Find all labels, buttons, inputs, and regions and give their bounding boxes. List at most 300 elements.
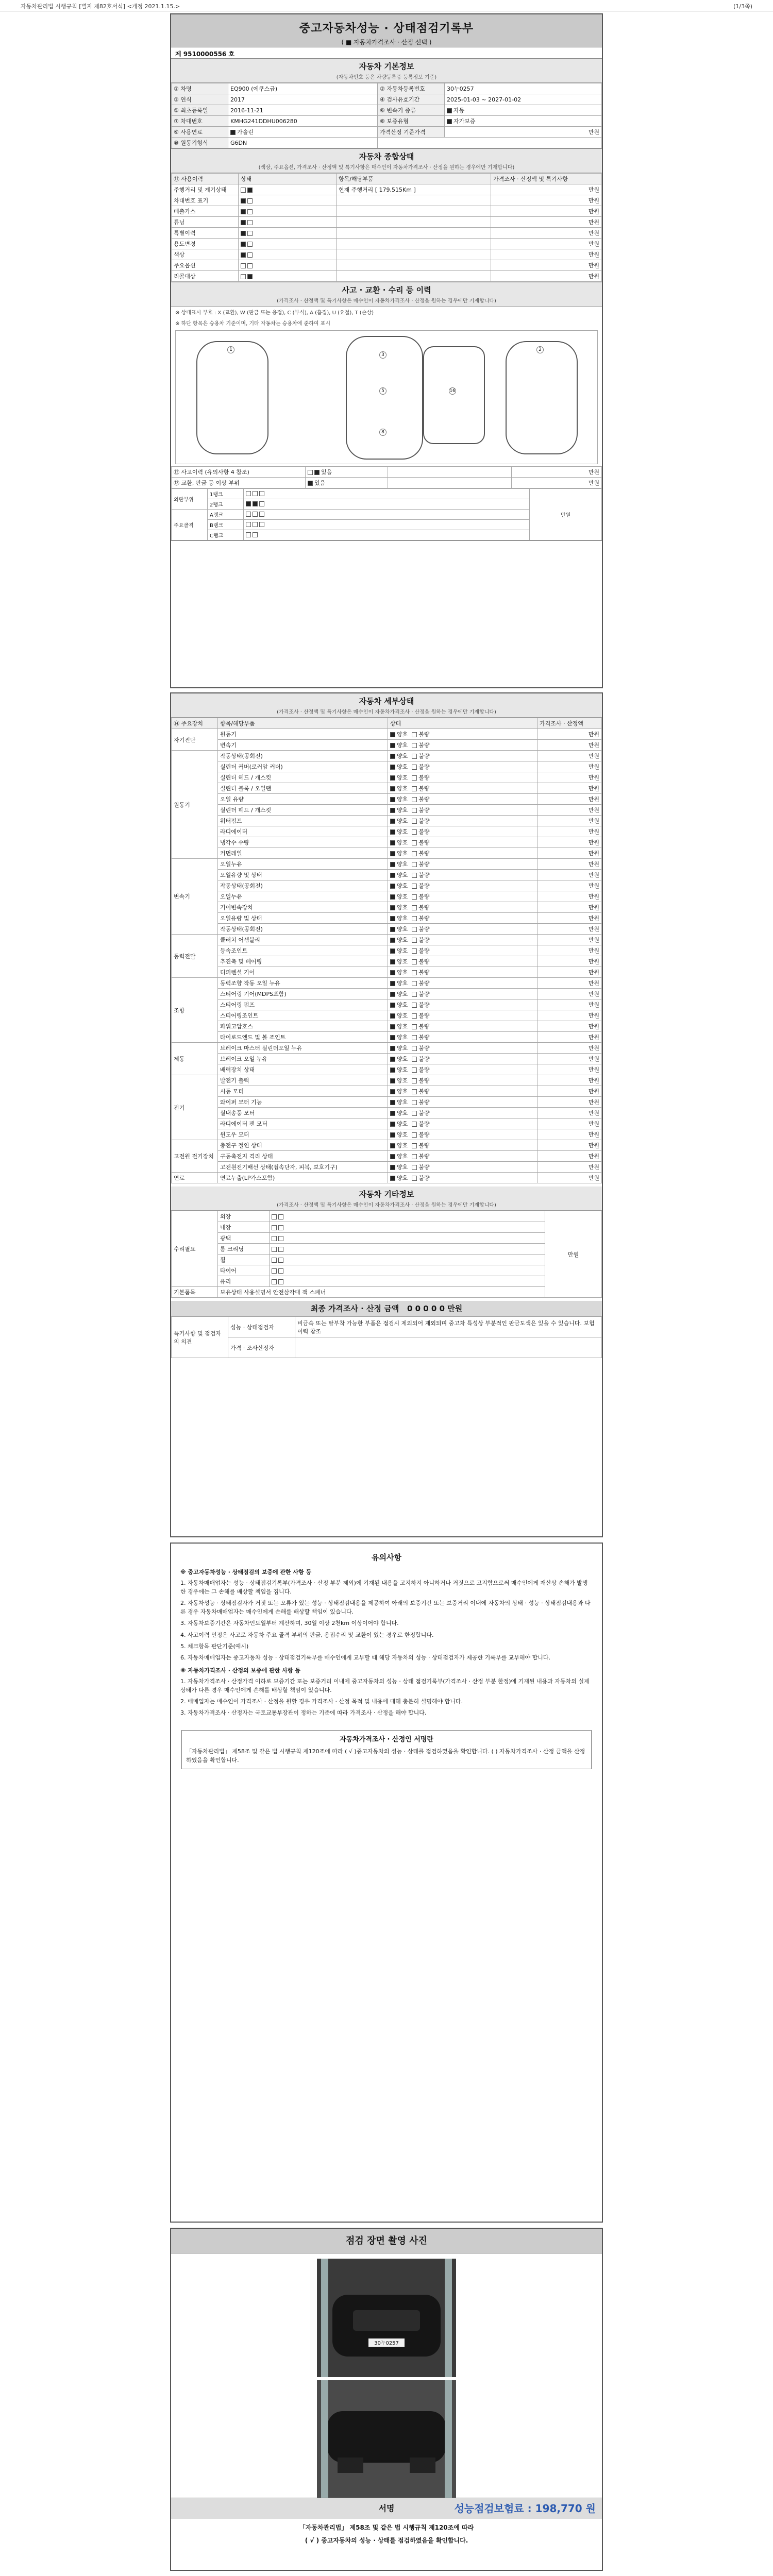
summary-row-status [239, 249, 337, 260]
detail-item-unit: 만원 [537, 1021, 602, 1032]
checkbox-icon [278, 1279, 283, 1284]
checkbox-icon [412, 862, 417, 867]
checkbox-icon [390, 1132, 395, 1138]
accident-q2: ⑬ 교환, 판금 등 이상 부위 [172, 478, 306, 488]
summary-col-item: 항목/해당부품 [337, 174, 491, 184]
checkbox-icon [308, 470, 313, 475]
detail-item-status [388, 837, 537, 848]
detail-item-status [388, 978, 537, 989]
detail-item-status [388, 1086, 537, 1097]
checkbox-icon [390, 873, 395, 878]
detail-item-status [388, 999, 537, 1010]
status-option: 불량 [418, 1012, 430, 1019]
checkbox-icon [412, 927, 417, 932]
year-value: 2017 [228, 94, 378, 105]
photo-heading: 점검 장면 촬영 사진 [171, 2229, 602, 2253]
detail-item-unit: 만원 [537, 1064, 602, 1075]
checkbox-icon [390, 948, 395, 954]
status-option: 양호 [397, 1012, 408, 1019]
detail-item-unit: 만원 [537, 913, 602, 924]
etc-unit: 만원 [545, 1211, 602, 1298]
detail-item-status [388, 924, 537, 935]
detail-item-label: 커먼레일 [218, 848, 388, 859]
mileage-unit: 만원 [491, 184, 602, 195]
status-option: 불량 [418, 839, 430, 846]
photo-front [317, 2259, 456, 2377]
detail-item-unit: 만원 [537, 740, 602, 751]
checkbox-icon [412, 732, 417, 737]
status-option: 양호 [397, 818, 408, 824]
checkbox-icon [390, 797, 395, 802]
repair-needed-label: 수리필요 [172, 1211, 218, 1287]
status-option: 불량 [418, 1099, 430, 1106]
checkbox-icon [390, 927, 395, 932]
detail-item-unit: 만원 [537, 870, 602, 880]
etc-status [270, 1244, 545, 1255]
detail-item-unit: 만원 [537, 1129, 602, 1140]
detail-row [172, 783, 602, 794]
summary-row-item [337, 228, 491, 239]
accident-q2-text: 있음 [314, 480, 326, 486]
detail-item-status [388, 1129, 537, 1140]
checkbox-icon [412, 808, 417, 813]
detail-item-label: 브레이크 오일 누유 [218, 1054, 388, 1064]
checkbox-icon [390, 1176, 395, 1181]
plate-text: 30누0257 [374, 2341, 399, 2346]
checkbox-icon [241, 231, 246, 236]
detail-col-status: 상태 [388, 718, 537, 729]
detail-row [172, 935, 602, 945]
checkbox-icon [412, 970, 417, 975]
status-option: 불량 [418, 1153, 430, 1160]
detail-item-label: 라디에이터 [218, 826, 388, 837]
checkbox-icon [412, 1100, 417, 1105]
detail-item-status [388, 880, 537, 891]
status-option: 양호 [397, 753, 408, 759]
checkbox-icon [253, 532, 258, 537]
checkbox-icon [390, 1024, 395, 1029]
summary-row-label: 특별이력 [172, 228, 239, 239]
checkbox-icon [412, 992, 417, 997]
detail-item-unit: 만원 [537, 1173, 602, 1183]
detail-item-label: 실린더 블록 / 오일팬 [218, 783, 388, 794]
summary-row-unit: 만원 [491, 217, 602, 228]
detail-item-unit: 만원 [537, 1075, 602, 1086]
checkbox-icon [412, 873, 417, 878]
detail-group-label: 제동 [172, 1043, 218, 1075]
outer-label: 외판부위 [172, 489, 208, 510]
checkbox-icon [253, 522, 258, 527]
detail-item-label: 오일누유 [218, 891, 388, 902]
checkbox-icon [390, 905, 395, 910]
detail-row [172, 859, 602, 870]
trans-value [445, 105, 602, 116]
etc-item: 외장 [218, 1211, 270, 1222]
detail-item-status [388, 805, 537, 816]
status-option: 불량 [418, 753, 430, 759]
checkbox-icon [230, 130, 236, 135]
etc-item: 광택 [218, 1233, 270, 1244]
checkbox-icon [272, 1268, 277, 1274]
status-option: 양호 [397, 915, 408, 922]
etc-sub: (가격조사 · 산정액 및 특기사항은 매수인이 자동차가격조사 · 산정을 원하는 경우에만 기재합니다) [277, 1202, 496, 1208]
detail-item-label: 스티어링조인트 [218, 1010, 388, 1021]
checkbox-icon [390, 1111, 395, 1116]
note2-item: 2. 매매업자는 매수인이 가격조사 · 산정을 원할 경우 가격조사 · 산정 목적 및 내용에 대해 충분히 설명해야 합니다. [180, 1698, 463, 1705]
detail-item-unit: 만원 [537, 1032, 602, 1043]
checkbox-icon [253, 501, 258, 506]
status-option: 양호 [397, 1077, 408, 1084]
status-option: 양호 [397, 1034, 408, 1041]
basic-items-value: 보유상태 사용설명서 안전삼각대 잭 스패너 [218, 1287, 545, 1298]
checkbox-icon [246, 501, 251, 506]
checkbox-icon [253, 491, 258, 496]
detail-group-label: 변속기 [172, 859, 218, 935]
basic-info-sub: (자동차번호 등은 차량등록증 등록정보 기준) [336, 75, 437, 80]
reg-value: 2016-11-21 [228, 105, 378, 116]
detail-item-unit: 만원 [537, 1162, 602, 1173]
notes-sub1: ※ 중고자동차성능 · 상태점검의 보증에 관한 사항 등 [180, 1569, 312, 1576]
checkbox-icon [412, 1122, 417, 1127]
part-marker: 2 [536, 346, 544, 353]
status-option: 양호 [397, 1121, 408, 1127]
detail-row [172, 1043, 602, 1054]
status-option: 불량 [418, 731, 430, 738]
checkbox-icon [412, 1078, 417, 1083]
status-option: 양호 [397, 1099, 408, 1106]
checkbox-icon [259, 491, 264, 496]
detail-item-status [388, 891, 537, 902]
detail-row [172, 913, 602, 924]
checkbox-icon [390, 1003, 395, 1008]
detail-row [172, 870, 602, 880]
status-option: 불량 [418, 774, 430, 781]
detail-row [172, 837, 602, 848]
rank2-label: 2랭크 [208, 499, 244, 510]
detail-item-status [388, 1021, 537, 1032]
checkbox-icon [390, 1143, 395, 1148]
checkbox-icon [272, 1247, 277, 1252]
detail-group-label: 자기진단 [172, 729, 218, 751]
detail-row [172, 1021, 602, 1032]
checkbox-icon [412, 1111, 417, 1116]
etc-status [270, 1276, 545, 1287]
checkbox-icon [278, 1258, 283, 1263]
car-left-view [196, 341, 268, 454]
note2-item: 1. 자동차가격조사 · 산정가격 이하로 보증기간 또는 보증거리 이내에 중고자동차의 성능 · 상태 점검기록부(가격조사 · 산정 부분 한정)에 기재된 내용과 자동차의 실제 상태가 다른 경우 매수인에게 손해를 배상할 책임이 있습니다. [180, 1677, 590, 1693]
checkbox-icon [412, 1089, 417, 1094]
detail-item-unit: 만원 [537, 1054, 602, 1064]
detail-item-unit: 만원 [537, 729, 602, 740]
frame-label: 주요골격 [172, 510, 208, 540]
detail-item-status [388, 1043, 537, 1054]
summary-heading: 자동차 종합상태 [359, 152, 414, 161]
status-option: 불량 [418, 1175, 430, 1181]
detail-row [172, 1173, 602, 1183]
document-number: 제 9510000556 호 [171, 47, 602, 59]
status-option: 양호 [397, 1175, 408, 1181]
car-under-photo [317, 2380, 456, 2499]
detail-row [172, 740, 602, 751]
final-heading-text: 최종 가격조사 · 산정 금액 [310, 1304, 399, 1313]
status-option: 양호 [397, 731, 408, 738]
summary-col-usage: ⑪ 사용이력 [172, 174, 239, 184]
detail-item-label: 실린더 커버(로커암 커버) [218, 761, 388, 772]
checkbox-icon [447, 108, 452, 113]
detail-item-status [388, 1118, 537, 1129]
rank-c-parts [244, 530, 530, 540]
detail-item-label: 연료누출(LP가스포함) [218, 1173, 388, 1183]
fuel-value [228, 127, 378, 138]
car-no-value: 30누0257 [445, 83, 602, 94]
rank-a-label: A랭크 [208, 510, 244, 520]
etc-item: 내장 [218, 1222, 270, 1233]
detail-item-status [388, 1097, 537, 1108]
checkbox-icon [272, 1279, 277, 1284]
detail-item-label: 실린더 헤드 / 개스킷 [218, 805, 388, 816]
status-option: 불량 [418, 1164, 430, 1171]
status-option: 양호 [397, 926, 408, 933]
form-reference: 자동차관리법 시행규칙 [별지 제82호서식] <개정 2021.1.15.> [21, 3, 180, 10]
checkbox-icon [247, 220, 253, 225]
detail-item-label: 스티어링 기어(MDPS포함) [218, 989, 388, 999]
status-option: 불량 [418, 883, 430, 889]
checkbox-icon [412, 1176, 417, 1181]
summary-table [171, 173, 602, 282]
parts-table [171, 488, 602, 540]
checkbox-icon [246, 522, 251, 527]
checkbox-icon [412, 1165, 417, 1170]
detail-item-label: 클러치 어셈블리 [218, 935, 388, 945]
detail-item-status [388, 794, 537, 805]
checkbox-icon [241, 252, 246, 258]
detail-row [172, 978, 602, 989]
car-right-view [506, 341, 578, 454]
status-option: 불량 [418, 958, 430, 965]
detail-row [172, 1086, 602, 1097]
detail-item-unit: 만원 [537, 1151, 602, 1162]
blank-cell [378, 138, 602, 148]
checkbox-icon [412, 1046, 417, 1051]
checkbox-icon [390, 1154, 395, 1159]
status-option: 불량 [418, 861, 430, 868]
car-name-label: ① 차명 [172, 83, 228, 94]
warranty-text: 자가보증 [453, 118, 476, 125]
trans-label: ⑥ 변속기 종류 [378, 105, 445, 116]
detail-row [172, 794, 602, 805]
signature-section [171, 2498, 602, 2570]
detail-row [172, 1118, 602, 1129]
detail-item-label: 라디에이터 팬 모터 [218, 1118, 388, 1129]
detail-row [172, 967, 602, 978]
detail-row [172, 805, 602, 816]
accident-q1-text: 있음 [321, 469, 332, 476]
motor-label: ⑩ 원동기형식 [172, 138, 228, 148]
checkbox-icon [247, 188, 253, 193]
summary-row-label: 배출가스 [172, 206, 239, 217]
checkbox-icon [412, 1024, 417, 1029]
checkbox-icon [390, 894, 395, 900]
final-amount: 0 0 0 0 0 만원 [407, 1304, 463, 1313]
status-option: 불량 [418, 785, 430, 792]
page-2 [170, 692, 603, 1537]
detail-row [172, 772, 602, 783]
summary-row-label: 용도변경 [172, 239, 239, 249]
form-title: 중고자동차성능 · 상태점검기록부 [299, 22, 474, 35]
etc-status [270, 1222, 545, 1233]
note-item: 2. 자동차성능 · 상태점검자가 거짓 또는 오류가 있는 성능 · 상태점검내용을 제공하여 아래의 보증기간 또는 보증거리 이내에 자동차의 상태 · 성능 · 상태점검내용과 다른 경우 자동차매매업자는 매수인에게 손해를 배상할 책임이 있습니다. [180, 1600, 591, 1616]
summary-row-item [337, 260, 491, 271]
car-name-value: EQ900 (에쿠스급) [228, 83, 378, 94]
checkbox-icon [412, 786, 417, 791]
price-value: 만원 [445, 127, 602, 138]
final-table [171, 1316, 602, 1358]
checkbox-icon [390, 1013, 395, 1019]
mileage-value: 현재 주행거리 [ 179,515Km ] [337, 184, 491, 195]
detail-item-unit: 만원 [537, 935, 602, 945]
checkbox-icon [412, 981, 417, 986]
status-option: 양호 [397, 785, 408, 792]
detail-row [172, 999, 602, 1010]
summary-row-item [337, 217, 491, 228]
status-option: 불량 [418, 980, 430, 987]
status-option: 양호 [397, 742, 408, 749]
detail-item-status [388, 1140, 537, 1151]
sign-line-1: 「자동차관리법」 제58조 및 같은 법 시행규칙 제120조에 따라 [299, 2524, 474, 2531]
status-option: 양호 [397, 893, 408, 900]
signature-box [181, 1730, 592, 1770]
checkbox-icon [390, 992, 395, 997]
detail-item-unit: 만원 [537, 880, 602, 891]
detail-item-label: 발전기 출력 [218, 1075, 388, 1086]
basic-info-section [171, 59, 602, 149]
part-marker: 8 [379, 429, 386, 436]
summary-row-unit: 만원 [491, 249, 602, 260]
detail-row [172, 880, 602, 891]
detail-row [172, 826, 602, 837]
checkbox-icon [390, 1035, 395, 1040]
page-3 [170, 1543, 603, 2223]
status-option: 양호 [397, 1153, 408, 1160]
rank-b-parts [244, 520, 530, 530]
notes-heading: 유의사항 [372, 1553, 401, 1562]
detail-item-status [388, 935, 537, 945]
checkbox-icon [412, 1154, 417, 1159]
mileage-status [239, 184, 337, 195]
detail-item-unit: 만원 [537, 794, 602, 805]
summary-row-item [337, 195, 491, 206]
summary-row-label: 튜닝 [172, 217, 239, 228]
summary-col-status: 상태 [239, 174, 337, 184]
detail-item-unit: 만원 [537, 891, 602, 902]
detail-item-label: 스티어링 펌프 [218, 999, 388, 1010]
motor-value: G6DN [228, 138, 378, 148]
detail-item-status [388, 902, 537, 913]
checkbox-icon [259, 522, 264, 527]
detail-item-unit: 만원 [537, 967, 602, 978]
checkbox-icon [246, 532, 251, 537]
detail-item-label: 기어변속장치 [218, 902, 388, 913]
checkbox-icon [412, 1035, 417, 1040]
detail-item-label: 실린더 헤드 / 개스킷 [218, 772, 388, 783]
final-opinion: 비금속 또는 탈부착 가능한 부품은 점검시 제외되어 제외되며 중고차 특성상 부분적인 판금도색은 있을 수 있습니다. 보험이력 참조 [295, 1317, 602, 1337]
status-option: 양호 [397, 1023, 408, 1030]
detail-item-status [388, 967, 537, 978]
status-option: 불량 [418, 1056, 430, 1062]
status-option: 양호 [397, 937, 408, 943]
checkbox-icon [241, 242, 246, 247]
summary-row-label: 색상 [172, 249, 239, 260]
detail-item-label: 동력조향 작동 오일 누유 [218, 978, 388, 989]
detail-item-unit: 만원 [537, 1043, 602, 1054]
status-option: 양호 [397, 1066, 408, 1073]
checkbox-icon [272, 1214, 277, 1219]
summary-row-label: 주요옵션 [172, 260, 239, 271]
status-option: 양호 [397, 1002, 408, 1008]
checkbox-icon [412, 1057, 417, 1062]
summary-row-item [337, 249, 491, 260]
checkbox-icon [247, 231, 253, 236]
detail-item-label: 작동상태(공회전) [218, 924, 388, 935]
status-option: 불량 [418, 1088, 430, 1095]
checkbox-icon [412, 905, 417, 910]
detail-row [172, 956, 602, 967]
checkbox-icon [390, 1089, 395, 1094]
checkbox-icon [390, 840, 395, 845]
checkbox-icon [308, 481, 313, 486]
note-item: 1. 자동차매매업자는 성능 · 상태점검기록부(가격조사 · 산정 부분 제외)에 기재된 내용을 고지하지 아니하거나 거짓으로 고지함으로써 매수인에게 재산상 손해가 발생한 경우에는 그 손해를 배상할 책임을 집니다. [180, 1580, 588, 1596]
summary-row-unit: 만원 [491, 206, 602, 217]
detail-row [172, 891, 602, 902]
checkbox-icon [390, 775, 395, 781]
detail-item-status [388, 945, 537, 956]
checkbox-icon [390, 1078, 395, 1083]
final-col-appraiser: 가격 · 조사산정자 [228, 1337, 295, 1358]
detail-item-status [388, 761, 537, 772]
detail-item-status [388, 1054, 537, 1064]
checkbox-icon [412, 916, 417, 921]
status-option: 불량 [418, 807, 430, 814]
detail-row [172, 1010, 602, 1021]
car-no-label: ② 자동차등록번호 [378, 83, 445, 94]
detail-body [172, 729, 602, 1183]
status-option: 불량 [418, 915, 430, 922]
status-option: 불량 [418, 926, 430, 933]
detail-item-status [388, 859, 537, 870]
rank-c-label: C랭크 [208, 530, 244, 540]
detail-item-unit: 만원 [537, 978, 602, 989]
status-option: 불량 [418, 764, 430, 770]
checkbox-icon [412, 884, 417, 889]
detail-row [172, 1151, 602, 1162]
detail-group-label: 동력전달 [172, 935, 218, 978]
checkbox-icon [412, 851, 417, 856]
notes-sub2: ※ 자동차가격조사 · 산정의 보증에 관한 사항 등 [180, 1667, 300, 1674]
detail-item-unit: 만원 [537, 805, 602, 816]
checkbox-icon [390, 829, 395, 835]
checkbox-icon [412, 894, 417, 900]
vin-value: KMHG241DDHU006280 [228, 116, 378, 127]
etc-status [270, 1233, 545, 1244]
note-item: 5. 체크항목 판단기준(예시) [180, 1642, 249, 1650]
top-header [0, 0, 773, 11]
detail-item-label: 오일유량 및 상태 [218, 913, 388, 924]
status-option: 양호 [397, 1088, 408, 1095]
summary-row-item [337, 271, 491, 282]
detail-item-label: 타이로드엔드 및 볼 조인트 [218, 1032, 388, 1043]
checkbox-icon [390, 819, 395, 824]
status-option: 양호 [397, 904, 408, 911]
